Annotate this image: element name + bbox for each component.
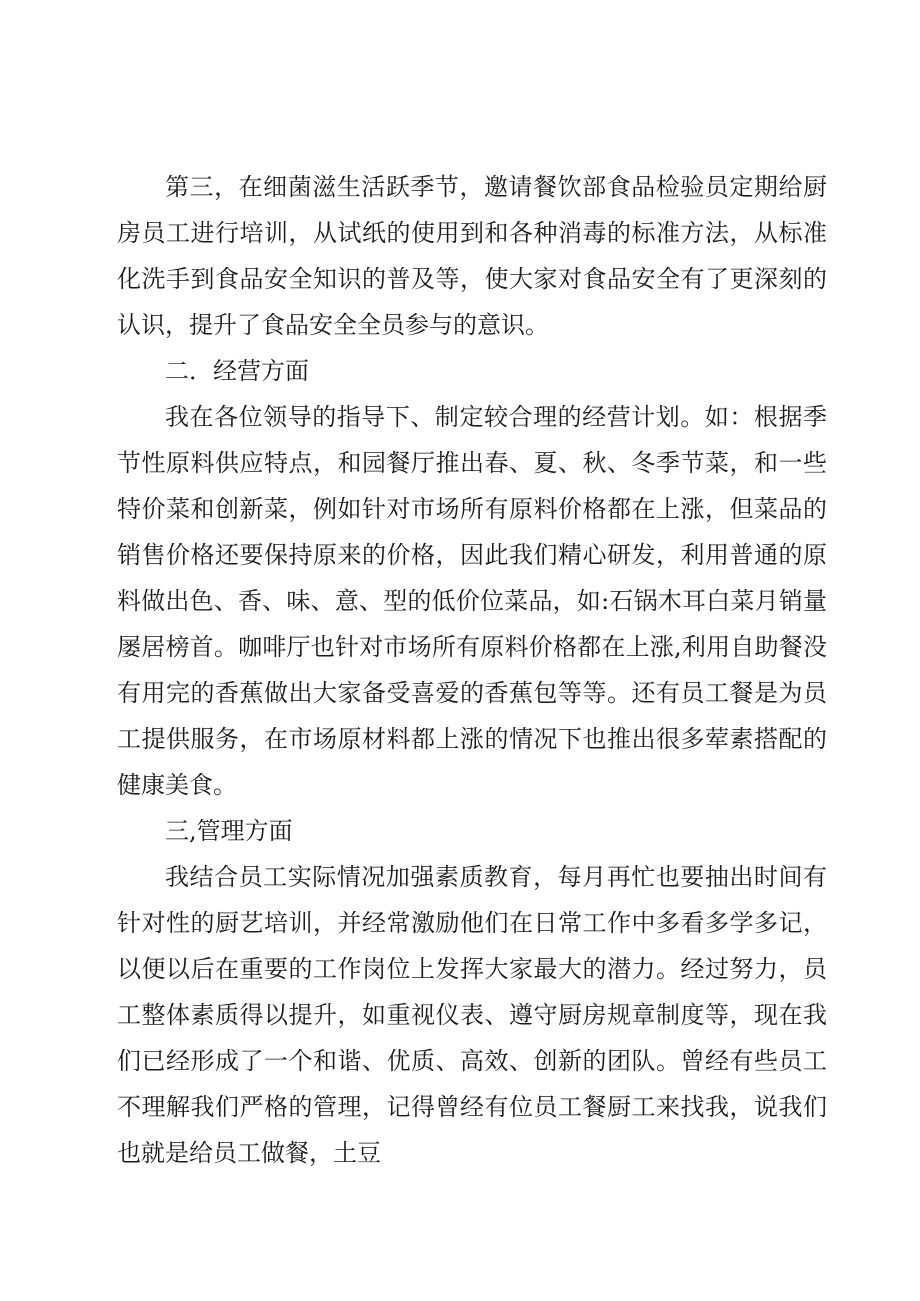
- paragraph-food-safety-training: 第三，在细菌滋生活跃季节，邀请餐饮部食品检验员定期给厨房员工进行培训，从试纸的使用到和各种消毒的标准方法，从标准化洗手到食品安全知识的普及等，使大家对食品安全有了更深刻的认识，提升了食品安全全员参与的意识。: [117, 173, 827, 339]
- document-body: [117, 164, 827, 1176]
- section-heading-operations: 二．经营方面: [165, 357, 309, 385]
- paragraph-operations: 我在各位领导的指导下、制定较合理的经营计划。如：根据季节性原料供应特点，和园餐厅推出春、夏、秋、冬季节菜，和一些特价菜和创新菜，例如针对市场所有原料价格都在上涨，但菜品的销售价格还要保持原来的价格，因此我们精心研发，利用普通的原料做出色、香、味、意、型的低价位菜品，如:石锅木耳白菜月销量屡居榜首。咖啡厅也针对市场所有原料价格都在上涨,利用自助餐没有用完的香蕉做出大家备受喜爱的香蕉包等等。还有员工餐是为员工提供服务，在市场原材料都上涨的情况下也推出很多荤素搭配的健康美食。: [117, 403, 827, 799]
- paragraph-management: 我结合员工实际情况加强素质教育，每月再忙也要抽出时间有针对性的厨艺培训，并经常激励他们在日常工作中多看多学多记，以便以后在重要的工作岗位上发挥大家最大的潜力。经过努力，员工整体素质得以提升，如重视仪表、遵守厨房规章制度等，现在我们已经形成了一个和谐、优质、高效、创新的团队。曾经有些员工不理解我们严格的管理，记得曾经有位员工餐厨工来找我，说我们也就是给员工做餐，土豆: [117, 863, 827, 1167]
- section-heading-management: 三,管理方面: [165, 817, 293, 845]
